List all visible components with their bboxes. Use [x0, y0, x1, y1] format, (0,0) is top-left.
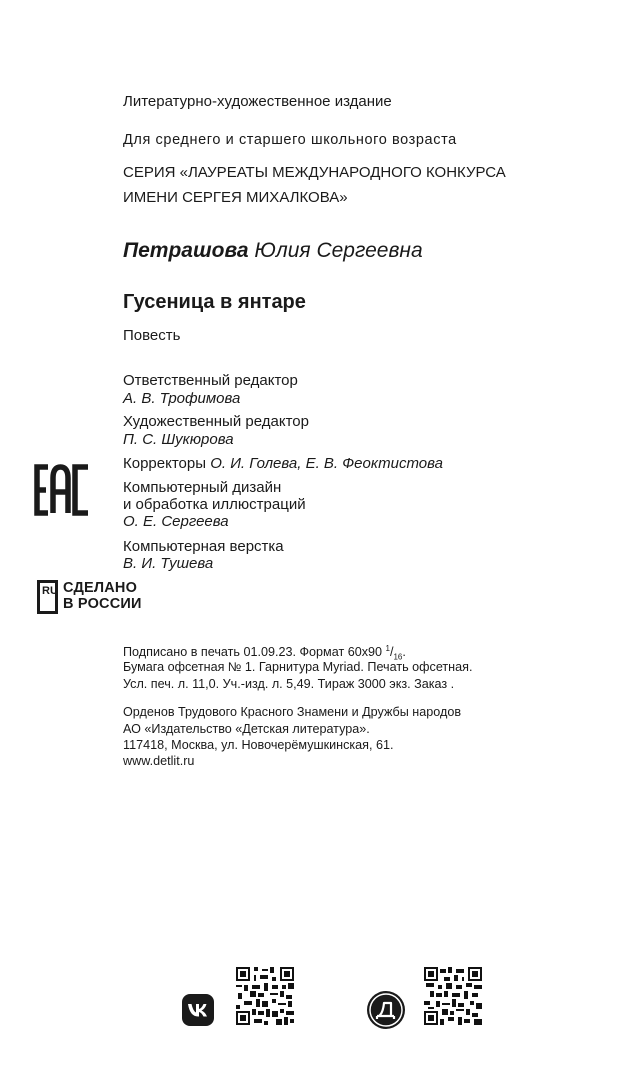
edition-type: Литературно-художественное издание	[123, 93, 392, 110]
proofreaders-role: Корректоры	[123, 455, 207, 472]
made-in-russia-line-2: В РОССИИ	[63, 596, 142, 612]
author-surname: Петрашова	[123, 239, 249, 262]
publisher-website[interactable]: www.detlit.ru	[123, 754, 195, 768]
design-name: О. Е. Сергеева	[123, 513, 229, 530]
audience-line: Для среднего и старшего школьного возраста	[123, 132, 457, 148]
fraction-numerator: 1	[385, 644, 390, 653]
publisher-line-2: АО «Издательство «Детская литература».	[123, 722, 370, 736]
author-given-names: Юлия Сергеевна	[254, 239, 423, 262]
ru-box	[37, 580, 58, 614]
imprint-line-1: Подписано в печать 01.09.23. Формат 60x90 $^1/_{16}$.	[123, 644, 406, 662]
series-line-1: СЕРИЯ «ЛАУРЕАТЫ МЕЖДУНАРОДНОГО КОНКУРСА	[123, 164, 506, 181]
imprint-format: Подписано в печать 01.09.23. Формат 60x90	[123, 645, 386, 660]
layout-role: Компьютерная верстка	[123, 538, 284, 555]
ru-box-label: RU	[42, 585, 58, 597]
imprint-suffix: .	[402, 645, 406, 660]
imprint-line-3: Усл. печ. л. 11,0. Уч.-изд. л. 5,49. Тираж 3000 экз. Заказ .	[123, 677, 455, 691]
qr-code-icon	[424, 967, 482, 1025]
resp-editor-name: А. В. Трофимова	[123, 390, 241, 407]
proofreaders-names: О. И. Голева, Е. В. Феоктистова	[210, 455, 443, 472]
layout-name: В. И. Тушева	[123, 555, 214, 572]
imprint-line-2: Бумага офсетная № 1. Гарнитура Myriad. Печать офсетная.	[123, 660, 473, 674]
book-genre: Повесть	[123, 327, 181, 344]
publisher-line-1: Орденов Трудового Красного Знамени и Дружбы народов	[123, 705, 462, 719]
qr-code-vk[interactable]	[236, 967, 294, 1025]
qr-code-publisher[interactable]	[424, 967, 482, 1025]
qr-code-icon	[236, 967, 294, 1025]
eac-logo-icon	[34, 464, 92, 516]
proofreaders-line	[123, 455, 443, 473]
fraction-denominator: 16	[393, 652, 403, 662]
series-line-2: ИМЕНИ СЕРГЕЯ МИХАЛКОВА»	[123, 189, 348, 206]
publisher-address: 117418, Москва, ул. Новочерёмушкинская, 61.	[123, 738, 394, 752]
design-role-line-2: и обработка иллюстраций	[123, 496, 306, 513]
design-role-line-1: Компьютерный дизайн	[123, 479, 282, 496]
art-editor-role: Художественный редактор	[123, 413, 309, 430]
book-title: Гусеница в янтаре	[123, 291, 306, 313]
eac-mark	[34, 464, 92, 516]
vk-icon[interactable]	[182, 994, 214, 1026]
resp-editor-role: Ответственный редактор	[123, 372, 298, 389]
publisher-logo[interactable]	[367, 991, 405, 1029]
detlit-logo-icon	[367, 991, 405, 1029]
vk-logo-icon	[182, 994, 214, 1026]
art-editor-name: П. С. Шукюрова	[123, 431, 234, 448]
author-name	[123, 238, 423, 264]
made-in-russia-line-1: СДЕЛАНО	[63, 580, 138, 596]
